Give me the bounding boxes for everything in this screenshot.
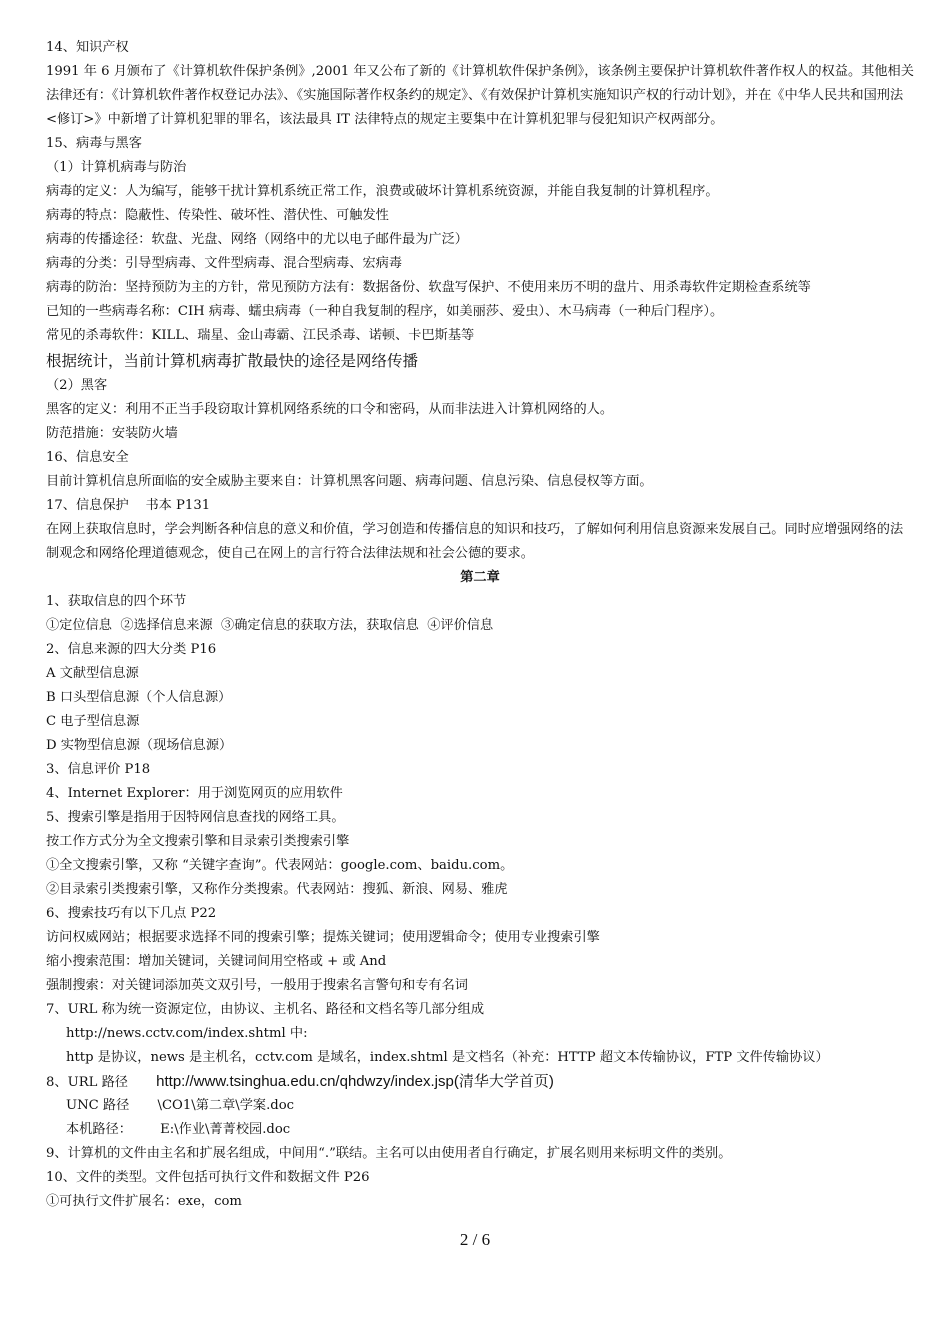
section-heading: 8、URL 路径 <box>46 1075 128 1090</box>
section-heading: 10、文件的类型。文件包括可执行文件和数据文件 P26 <box>46 1170 370 1185</box>
text-line: 目前计算机信息所面临的安全威胁主要来自：计算机黑客问题、病毒问题、信息污染、信息侵权等方面。 <box>46 474 653 489</box>
section-heading: 6、搜索技巧有以下几点 P22 <box>46 906 217 921</box>
chapter-title: 第二章 <box>460 570 500 585</box>
section-heading: 5、搜索引擎是指用于因特网信息查找的网络工具。 <box>46 810 345 825</box>
sub-heading: （2）黑客 <box>46 378 108 393</box>
text-line: 黑客的定义：利用不正当手段窃取计算机网络系统的口令和密码，从而非法进入计算机网络的人。 <box>46 402 614 417</box>
text-line: 病毒的传播途径：软盘、光盘、网络（网络中的尤以电子邮件最为广泛） <box>46 232 468 247</box>
text-line: 病毒的分类：引导型病毒、文件型病毒、混合型病毒、宏病毒 <box>46 256 403 271</box>
text-line: A 文献型信息源 <box>46 666 139 681</box>
text-line: 缩小搜索范围：增加关键词，关键词间用空格或 + 或 And <box>46 954 387 969</box>
text-line: 病毒的定义：人为编写，能够干扰计算机系统正常工作，浪费或破坏计算机系统资源，并能自我复制的计算机程序。 <box>46 184 719 199</box>
section-heading: 14、知识产权 <box>46 40 129 55</box>
text-line: ②目录索引类搜索引擎，又称作分类搜索。代表网站：搜狐、新浪、网易、雅虎 <box>46 882 508 897</box>
section-heading: 7、URL 称为统一资源定位，由协议、主机名、路径和文档名等几部分组成 <box>46 1002 485 1017</box>
text-line: D 实物型信息源（现场信息源） <box>46 738 233 753</box>
local-path-row <box>46 1118 914 1142</box>
text-line: 病毒的防治：坚持预防为主的方针，常见预防方法有：数据备份、软盘写保护、不使用来历不明的盘片、用杀毒软件定期检查系统等 <box>46 280 811 295</box>
paragraph: 1991 年 6 月颁布了《计算机软件保护条例》,2001 年又公布了新的《计算机软件保护条例》，该条例主要保护计算机软件著作权人的权益。其他相关法律还有：《计算机软件著作权登记办法》、《实施国际著作权条约的规定》、《有效保护计算机实施知识产权的行动计划》，并在《中华人民共和国刑法<修订>》中新增了计算机犯罪的罪名，该法最具 IT 法律特点的规定主要集中在计算机犯罪与侵犯知识产权两部分。 <box>46 64 914 127</box>
section-heading: 2、信息来源的四大分类 P16 <box>46 642 217 657</box>
text-label: 本机路径： <box>66 1122 132 1137</box>
text-line: ①全文搜索引擎，又称 “关键字查询”。代表网站：google.com、baidu.com。 <box>46 858 514 873</box>
text-line: http 是协议，news 是主机名，cctv.com 是域名，index.shtml 是文档名（补充：HTTP 超文本传输协议，FTP 文件传输协议） <box>66 1050 829 1065</box>
section-heading: 17、信息保护 书本 P131 <box>46 498 211 513</box>
text-line: B 口头型信息源（个人信息源） <box>46 690 232 705</box>
text-label: UNC 路径 <box>66 1098 130 1113</box>
text-line: 强制搜索：对关键词添加英文双引号，一般用于搜索名言警句和专有名词 <box>46 978 468 993</box>
path-text: E:\作业\菁菁校园.doc <box>160 1122 291 1137</box>
section-heading: 4、Internet Explorer：用于浏览网页的应用软件 <box>46 786 343 801</box>
section-heading: 3、信息评价 P18 <box>46 762 151 777</box>
document-page <box>46 36 914 1214</box>
section-heading: 9、计算机的文件由主名和扩展名组成，中间用“.”联结。主名可以由使用者自行确定，扩展名则用来标明文件的类别。 <box>46 1146 732 1161</box>
unc-path-row <box>46 1094 914 1118</box>
paragraph: 在网上获取信息时，学会判断各种信息的意义和价值，学习创造和传播信息的知识和技巧，了解如何利用信息资源来发展自己。同时应增强网络的法制观念和网络伦理道德观念，使自己在网上的言行符合法律法规和社会公德的要求。 <box>46 522 904 561</box>
path-text: \CO1\第二章\学案.doc <box>157 1098 295 1113</box>
url-path-row <box>46 1070 914 1094</box>
section-heading: 16、信息安全 <box>46 450 129 465</box>
text-line: ①可执行文件扩展名：exe，com <box>46 1194 242 1209</box>
text-line: http://news.cctv.com/index.shtml 中: <box>66 1026 308 1041</box>
text-line: 按工作方式分为全文搜索引擎和目录索引类搜索引擎 <box>46 834 350 849</box>
text-line: 访问权威网站；根据要求选择不同的搜索引擎；提炼关键词；使用逻辑命令；使用专业搜索引擎 <box>46 930 600 945</box>
sub-heading: （1）计算机病毒与防治 <box>46 160 187 175</box>
text-line: 已知的一些病毒名称：CIH 病毒、蠕虫病毒（一种自我复制的程序，如美丽莎、爱虫）、木马病毒（一种后门程序）。 <box>46 304 724 319</box>
text-line: ①定位信息 ②选择信息来源 ③确定信息的获取方法，获取信息 ④评价信息 <box>46 618 494 633</box>
url-text: http://www.tsinghua.edu.cn/qhdwzy/index.jsp(清华大学首页) <box>156 1073 554 1090</box>
text-line-large: 根据统计，当前计算机病毒扩散最快的途径是网络传播 <box>46 352 419 370</box>
text-line: C 电子型信息源 <box>46 714 140 729</box>
text-line: 防范措施：安装防火墙 <box>46 426 178 441</box>
text-line: 病毒的特点：隐蔽性、传染性、破坏性、潜伏性、可触发性 <box>46 208 389 223</box>
text-line: 常见的杀毒软件：KILL、瑞星、金山毒霸、江民杀毒、诺顿、卡巴斯基等 <box>46 328 475 343</box>
section-heading: 15、病毒与黑客 <box>46 136 142 151</box>
section-heading: 1、获取信息的四个环节 <box>46 594 187 609</box>
page-number: 2 / 6 <box>459 1230 491 1249</box>
